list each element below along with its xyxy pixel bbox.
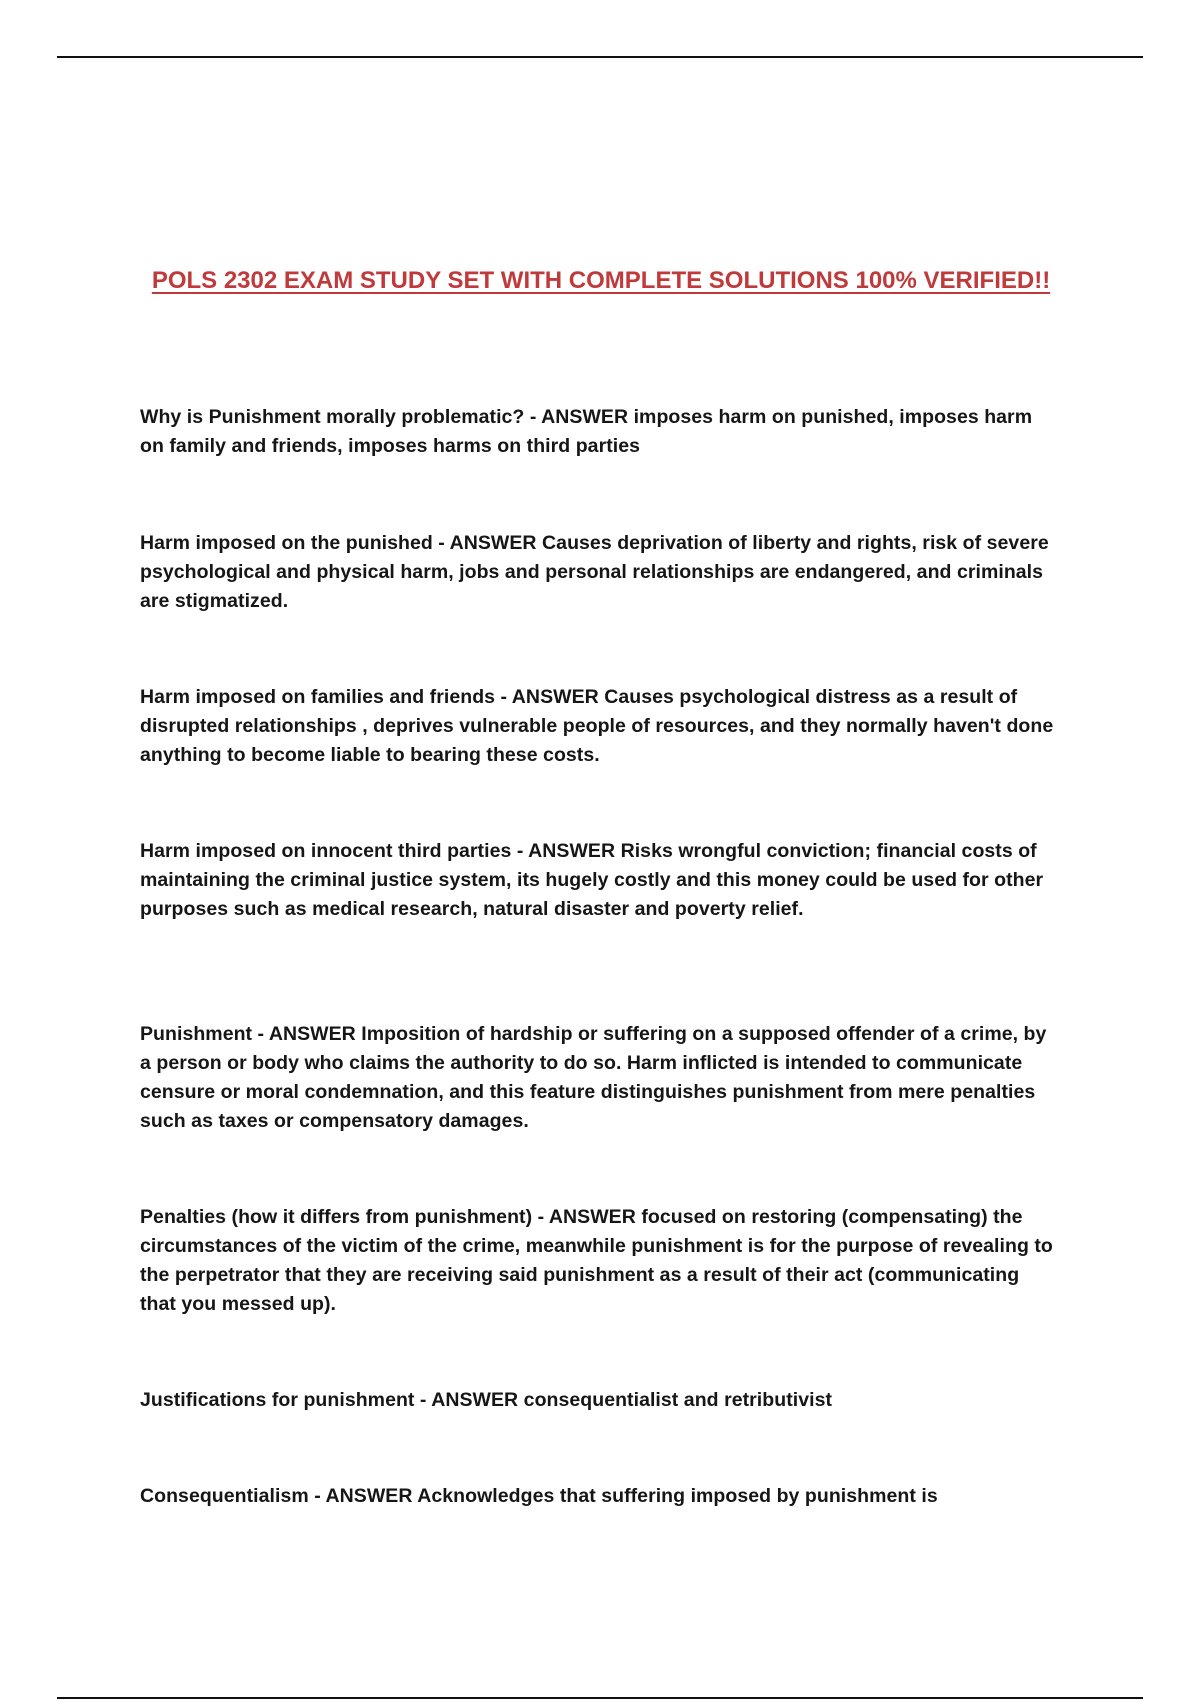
entry-answer: Causes psychological distress as a result of disrupted relationships , deprives vulnerable people of resources, and they normally haven't done anything to become liable to bearing these costs. xyxy=(140,686,1054,766)
entry-answer: Causes deprivation of liberty and rights, risk of severe psychological and physical harm, jobs and personal relationships are endangered, and criminals are stigmatized. xyxy=(140,532,1049,612)
entry-answer: Imposition of hardship or suffering on a supposed offender of a crime, by a person or body who claims the authority to do so. Harm inflicted is intended to communicate censure or moral condemnation, and this feature distinguishes punishment from mere penalties such as taxes or compensatory damages. xyxy=(140,1023,1047,1132)
entry-term: Consequentialism xyxy=(140,1485,309,1507)
entry-term: Penalties (how it differs from punishment) xyxy=(140,1206,533,1228)
qa-entry xyxy=(140,1482,1060,1511)
entry-answer: imposes harm on punished, imposes harm on family and friends, imposes harms on third parties xyxy=(140,406,1033,457)
answer-separator: - ANSWER xyxy=(495,686,605,708)
qa-entry xyxy=(140,1020,1060,1136)
qa-entry xyxy=(140,403,1060,461)
entry-term: Harm imposed on families and friends xyxy=(140,686,496,708)
qa-entry xyxy=(140,1203,1060,1319)
qa-entry xyxy=(140,1386,1060,1415)
answer-separator: - ANSWER xyxy=(308,1485,418,1507)
entry-term: Punishment xyxy=(140,1023,253,1045)
entry-term: Justifications for punishment xyxy=(140,1389,415,1411)
qa-entry xyxy=(140,837,1060,924)
answer-separator: - ANSWER xyxy=(511,840,621,862)
top-rule xyxy=(57,56,1143,58)
answer-separator: - ANSWER xyxy=(532,1206,642,1228)
qa-entry xyxy=(140,683,1060,770)
entry-answer: Risks wrongful conviction; financial costs of maintaining the criminal justice system, its hugely costly and this money could be used for other purposes such as medical research, natural disaster and poverty relief. xyxy=(140,840,1044,920)
entry-term: Harm imposed on innocent third parties xyxy=(140,840,512,862)
document-title: POLS 2302 EXAM STUDY SET WITH COMPLETE SOLUTIONS 100% VERIFIED!! xyxy=(151,267,1051,294)
answer-separator: - ANSWER xyxy=(414,1389,524,1411)
entry-term: Why is Punishment morally problematic? xyxy=(140,406,525,428)
entry-answer: focused on restoring (compensating) the circumstances of the victim of the crime, meanwhile punishment is for the purpose of revealing to the perpetrator that they are receiving said punishment as a result of their act (communicating that you messed up). xyxy=(140,1206,1053,1315)
answer-separator: - ANSWER xyxy=(432,532,543,554)
answer-separator: - ANSWER xyxy=(524,406,634,428)
qa-entry xyxy=(140,529,1060,616)
bottom-rule xyxy=(57,1697,1143,1699)
entry-answer: Acknowledges that suffering imposed by punishment is xyxy=(417,1485,938,1507)
answer-separator: - ANSWER xyxy=(252,1023,362,1045)
entry-term: Harm imposed on the punished xyxy=(140,532,433,554)
entry-answer: consequentialist and retributivist xyxy=(523,1389,833,1411)
